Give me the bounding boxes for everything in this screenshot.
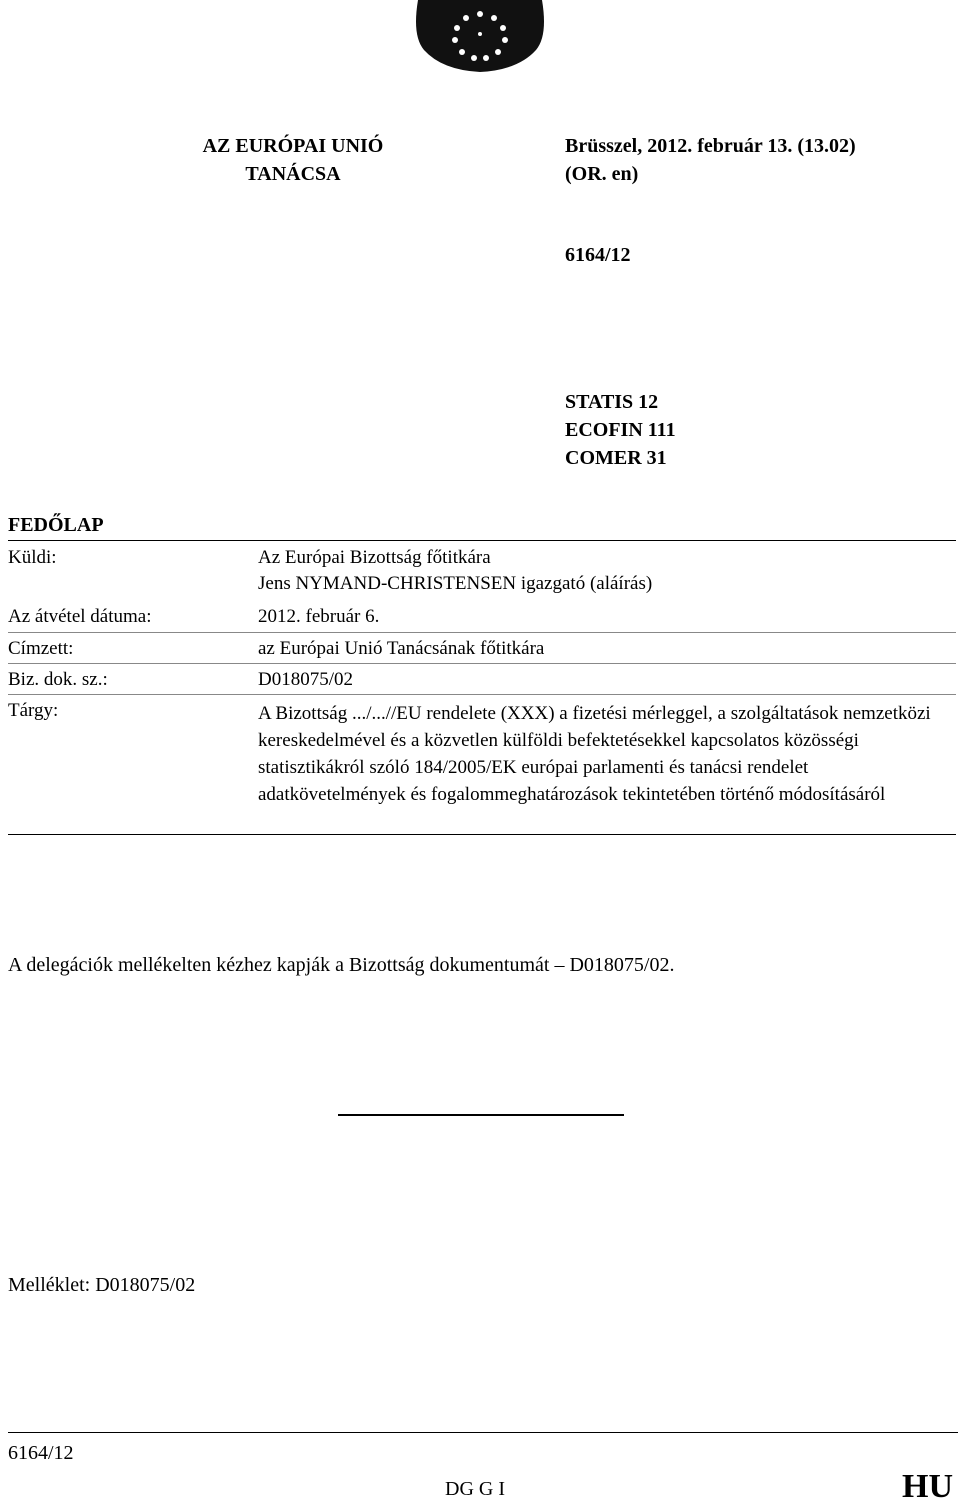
code-statis: STATIS 12: [565, 391, 659, 413]
signature-line: [338, 1114, 624, 1116]
docref-label: Biz. dok. sz.:: [8, 669, 108, 690]
annex-label: Melléklet: D018075/02: [8, 1274, 196, 1296]
footer-department: DG G I: [445, 1478, 505, 1500]
eu-council-logo: [408, 0, 552, 74]
received-value: 2012. február 6.: [258, 606, 380, 627]
issuer-line2: TANÁCSA: [245, 163, 341, 185]
document-number: 6164/12: [565, 244, 631, 266]
recipient-rule: [8, 663, 956, 664]
code-ecofin: ECOFIN 111: [565, 419, 676, 441]
issuer-block: [182, 132, 404, 188]
dateline: [565, 132, 856, 188]
cover-title: FEDŐLAP: [8, 514, 104, 536]
sender-label: Küldi:: [8, 547, 57, 568]
classification-codes: [565, 388, 676, 472]
docref-rule: [8, 694, 956, 695]
delegation-note: A delegációk mellékelten kézhez kapják a Bizottság dokumentumát – D018075/02.: [8, 954, 675, 976]
sender-line1: Az Európai Bizottság főtitkára: [258, 547, 491, 568]
received-label: Az átvétel dátuma:: [8, 606, 152, 627]
subject-value: A Bizottság .../...//EU rendelete (XXX) a fizetési mérleggel, a szolgáltatások nemzetközi kereskedelmével és a közvetlen külföldi befektetésekkel kapcsolatos közösségi statisztikákról szóló 184/2005/EK európai parlamenti és tanácsi rendelet adatkövetelmények és fogalommeghatározások tekintetében történő módosításáról: [258, 703, 931, 805]
footer-rule: [8, 1432, 958, 1433]
footer-document-number: 6164/12: [8, 1442, 74, 1464]
footer-language: HU: [902, 1468, 953, 1505]
recipient-value: az Európai Unió Tanácsának főtitkára: [258, 638, 545, 659]
dateline-line1: Brüsszel, 2012. február 13. (13.02): [565, 135, 856, 157]
recipient-label: Címzett:: [8, 638, 74, 659]
docref-value: D018075/02: [258, 669, 353, 690]
dateline-line2: (OR. en): [565, 163, 639, 185]
cover-top-rule: [8, 540, 956, 541]
subject-label: Tárgy:: [8, 700, 59, 721]
sender-line2: Jens NYMAND-CHRISTENSEN igazgató (aláírás): [258, 573, 653, 594]
cover-bottom-rule: [8, 834, 956, 835]
issuer-line1: AZ EURÓPAI UNIÓ: [202, 135, 384, 157]
code-comer: COMER 31: [565, 447, 667, 469]
received-rule: [8, 632, 956, 633]
